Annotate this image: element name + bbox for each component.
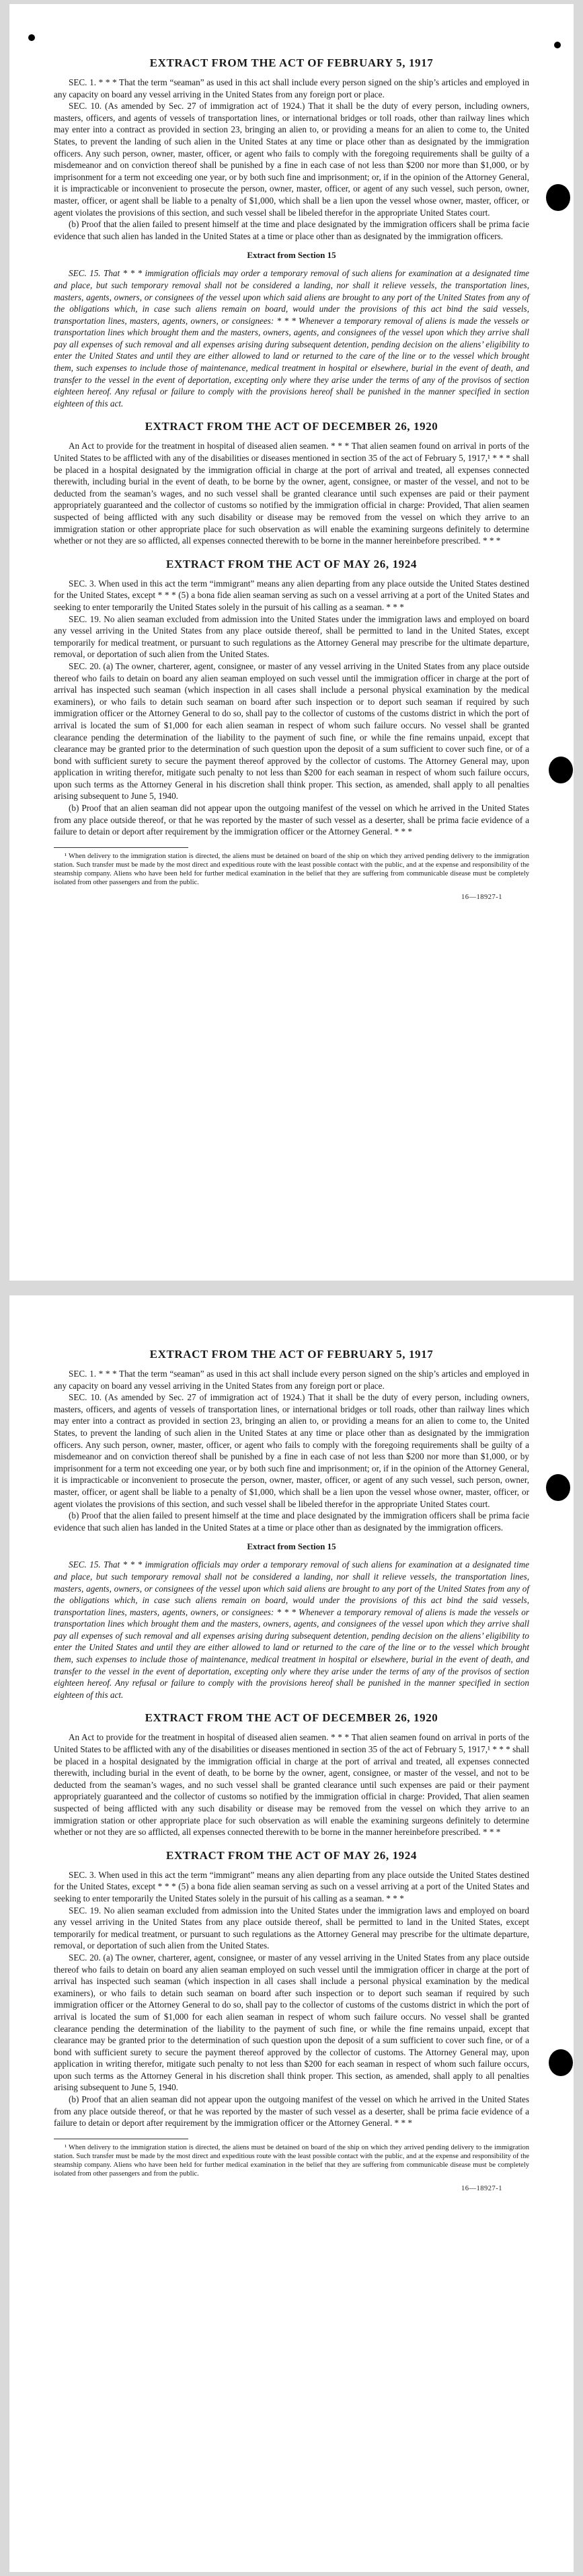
paragraph-sec15: SEC. 15. That * * * immigration officials may order a temporary removal of such aliens for examination at a designated time and place, but such temporary removal shall not be considered a landing, nor shall it relieve vessels, the transportation lines, masters, agents, owners, or consignees of the vessel upon which said aliens are brought to any port of the United States from any of the obligations which, in case such aliens remain on board, would under the provisions of this act bind the said vessels, transportation lines, masters, agents, owners, or consignees: * * * Whenever a temporary removal of aliens is made the vessels or transportation lines which brought them and the masters, owners, agents, and consignees of the vessel upon which they arrive shall pay all expenses of such removal and all expenses arising during subsequent detention, pending decision on the aliens’ eligibility to enter the United States and until they are either allowed to land or returned to the care of the line or to the vessel which brought them, such expenses to include those of maintenance, medical treatment in hospital or elsewhere, burial in the event of death, and transfer to the vessel in the event of deportation, excepting only where they arise under the terms of any of the provisos of section eighteen hereof. Any refusal or failure to comply with the provisions hereof shall be punished in the manner specified in section eighteen of this act. <box>54 1559 529 1700</box>
paragraph-sec15: SEC. 15. That * * * immigration officials may order a temporary removal of such aliens for examination at a designated time and place, but such temporary removal shall not be considered a landing, nor shall it relieve vessels, the transportation lines, masters, agents, owners, or consignees of the vessel upon which said aliens are brought to any port of the United States from any of the obligations which, in case such aliens remain on board, would under the provisions of this act bind the said vessels, transportation lines, masters, agents, owners, or consignees: * * * Whenever a temporary removal of aliens is made the vessels or transportation lines which brought them and the masters, owners, agents, and consignees of the vessel upon which they arrive shall pay all expenses of such removal and all expenses arising during subsequent detention, pending decision on the aliens’ eligibility to enter the United States and until they are either allowed to land or returned to the care of the line or to the vessel which brought them, such expenses to include those of maintenance, medical treatment in hospital or elsewhere, burial in the event of death, and transfer to the vessel in the event of deportation, excepting only where they arise under the terms of any of the provisos of section eighteen hereof. Any refusal or failure to comply with the provisions hereof shall be punished in the manner specified in section eighteen of this act. <box>54 268 529 409</box>
section-title-1917: EXTRACT FROM THE ACT OF FEBRUARY 5, 1917 <box>149 1348 434 1361</box>
section-title-1924: EXTRACT FROM THE ACT OF MAY 26, 1924 <box>166 1848 417 1862</box>
section-title-1924: EXTRACT FROM THE ACT OF MAY 26, 1924 <box>166 557 417 570</box>
section-title-1917: EXTRACT FROM THE ACT OF FEBRUARY 5, 1917 <box>149 56 434 69</box>
paragraph-sec1: SEC. 1. * * * That the term “seaman” as used in this act shall include every person signed on the ship’s articles and employed in any capacity on board any vessel arriving in the United States from any foreign port or place. <box>54 77 529 99</box>
paragraph-sec10b: (b) Proof that the alien failed to present himself at the time and place designated by the immigration officers shall be prima facie evidence that such alien has landed in the United States at a time or place other than as designated by the immigration officers. <box>54 219 529 241</box>
paragraph-1924-sec20: SEC. 20. (a) The owner, charterer, agent, consignee, or master of any vessel arriving in the United States from any place outside thereof who fails to detain on board any alien seaman employed on such vessel until the immigration officer in charge at the port of arrival has inspected such seaman (which inspection in all cases shall include a personal physical examination by the medical examiners), or who fails to detain such seaman on board after such inspection or to deport such seaman if required by such immigration officer or the Attorney General to do so, shall pay to the collector of customs of the customs district in which the port of arrival is located the sum of $1,000 for each alien seaman in respect of whom such failure occurs. No vessel shall be granted clearance pending the determination of the liability to the payment of such fine, or while the fine remains unpaid, except that clearance may be granted prior to the determination of such question upon the deposit of a sum sufficient to cover such fine, or of a bond with sufficient surety to secure the payment thereof approved by the collector of customs. The Attorney General may, upon application in writing therefor, mitigate such penalty to not less than $200 for each seaman in respect of whom such failure occurs, upon such terms as the Attorney General in his discretion shall think proper. This section, as amended, shall apply to all penalties arising subsequent to June 5, 1940. <box>54 660 529 802</box>
paragraph-1924-sec19: SEC. 19. No alien seaman excluded from admission into the United States under the immigration laws and employed on board any vessel arriving in the United States from any place outside thereof, shall be permitted to land in the United States, except temporarily for medical treatment, or pursuant to such regulations as the Attorney General may prescribe for the ultimate departure, removal, or deportation of such alien from the United States. <box>54 1905 529 1951</box>
punch-hole <box>28 34 35 41</box>
footnote: ¹ When delivery to the immigration station is directed, the aliens must be detained on board of the ship on which they arrived pending delivery to the immigration station. Such transfer must be made by the most direct and expeditious route with the least possible contact with the public, and at the expense and responsibility of the steamship company. Aliens who have been held for further medical examination in the belief that they are suffering from communicable disease must be completely isolated from other passengers and from the public. <box>54 2143 529 2178</box>
punch-hole <box>549 2049 573 2076</box>
paragraph-1924-sec3: SEC. 3. When used in this act the term “immigrant” means any alien departing from any place outside the United States destined for the United States, except * * * (5) a bona fide alien seaman serving as such on a vessel arriving at a port of the United States and seeking to enter temporarily the United States solely in the pursuit of his calling as a seaman. * * * <box>54 1869 529 1903</box>
section-title-1920: EXTRACT FROM THE ACT OF DECEMBER 26, 1920 <box>145 1711 438 1725</box>
section-title-1920: EXTRACT FROM THE ACT OF DECEMBER 26, 1920 <box>145 420 438 433</box>
paragraph-1920: An Act to provide for the treatment in hospital of diseased alien seamen. * * * That alien seamen found on arrival in ports of the United States to be afflicted with any of the disabilities or diseases mentioned in section 35 of the act of February 5, 1917,¹ * * * shall be placed in a hospital designated by the immigration official in charge at the port of arrival and treated, all expenses connected therewith, including burial in the event of death, to be borne by the owner, agent, consignee, or master of the vessel, and not to be deducted from the seaman’s wages, and no such vessel shall be granted clearance until such expenses are paid or their payment appropriately guaranteed and the collector of customs so notified by the immigration official in charge: Provided, That alien seamen suspected of being afflicted with any such disability or disease may be removed from the vessel on which they arrive to an immigration station or other appropriate place for such observation as will enable the examining surgeons definitely to determine whether or not they are so afflicted, all expenses connected therewith to be borne in the manner hereinbefore prescribed. * * * <box>54 1732 529 1838</box>
paragraph-1924-sec20: SEC. 20. (a) The owner, charterer, agent, consignee, or master of any vessel arriving in the United States from any place outside thereof who fails to detain on board any alien seaman employed on such vessel until the immigration officer in charge at the port of arrival has inspected such seaman (which inspection in all cases shall include a personal physical examination by the medical examiners), or who fails to detain such seaman on board after such inspection or to deport such seaman if required by such immigration officer or the Attorney General to do so, shall pay to the collector of customs of the customs district in which the port of arrival is located the sum of $1,000 for each alien seaman in respect of whom such failure occurs. No vessel shall be granted clearance pending the determination of the liability to the payment of such fine, or while the fine remains unpaid, except that clearance may be granted prior to the determination of such question upon the deposit of a sum sufficient to cover such fine, or of a bond with sufficient surety to secure the payment thereof approved by the collector of customs. The Attorney General may, upon application in writing therefor, mitigate such penalty to not less than $200 for each seaman in respect of whom such failure occurs, upon such terms as the Attorney General in his discretion shall think proper. This section, as amended, shall apply to all penalties arising subsequent to June 5, 1940. <box>54 1952 529 2093</box>
paragraph-1924-sec3: SEC. 3. When used in this act the term “immigrant” means any alien departing from any place outside the United States destined for the United States, except * * * (5) a bona fide alien seaman serving as such on a vessel arriving at a port of the United States and seeking to enter temporarily the United States solely in the pursuit of his calling as a seaman. * * * <box>54 578 529 612</box>
paragraph-sec10: SEC. 10. (As amended by Sec. 27 of immigration act of 1924.) That it shall be the duty of every person, including owners, masters, officers, and agents of vessels of transportation lines, or international bridges or toll roads, other than railway lines which may enter into a contract as provided in section 23, bringing an alien to, or providing a means for an alien to come to, the United States, to prevent the landing of such alien in the United States at any time or place other than as designated by the immigration officers. Any such person, owner, master, officer, or agent who fails to comply with the foregoing requirements shall be guilty of a misdemeanor and on conviction thereof shall be punished by a fine in each case of not less than $200 nor more than $1,000, or by imprisonment for a term not exceeding one year, or by both such fine and imprisonment; or, if in the opinion of the Attorney General, it is impracticable or inconvenient to prosecute the person, owner, master, officer, or agent of any such vessel, such person, owner, master, officer, or agent shall be liable to a penalty of $1,000, which shall be a lien upon the vessel whose owner, master, officer, or agent violates the provisions of this section, and such vessel shall be libeled therefor in the appropriate United States court. <box>54 1392 529 1509</box>
footnote-divider <box>54 847 188 848</box>
document-page-1 <box>9 4 574 1281</box>
paragraph-1924-sec20b: (b) Proof that an alien seaman did not appear upon the outgoing manifest of the vessel on which he arrived in the United States from any place outside thereof, or that he was reported by the master of such vessel as a deserter, shall be prima facie evidence of a failure to detain or deport after requirement by the immigration officer or the Attorney General. * * * <box>54 803 529 837</box>
document-page-2 <box>9 1295 574 2572</box>
page-code: 16—18927-1 <box>461 2184 502 2192</box>
subheading-extract-section-15: Extract from Section 15 <box>247 250 336 261</box>
paragraph-1920: An Act to provide for the treatment in hospital of diseased alien seamen. * * * That alien seamen found on arrival in ports of the United States to be afflicted with any of the disabilities or diseases mentioned in section 35 of the act of February 5, 1917,¹ * * * shall be placed in a hospital designated by the immigration official in charge at the port of arrival and treated, all expenses connected therewith, including burial in the event of death, to be borne by the owner, agent, consignee, or master of the vessel, and not to be deducted from the seaman’s wages, and no such vessel shall be granted clearance until such expenses are paid or their payment appropriately guaranteed and the collector of customs so notified by the immigration official in charge: Provided, That alien seamen suspected of being afflicted with any such disability or disease may be removed from the vessel on which they arrive to an immigration station or other appropriate place for such observation as will enable the examining surgeons definitely to determine whether or not they are so afflicted, all expenses connected therewith to be borne in the manner hereinbefore prescribed. * * * <box>54 441 529 546</box>
paragraph-sec1: SEC. 1. * * * That the term “seaman” as used in this act shall include every person signed on the ship’s articles and employed in any capacity on board any vessel arriving in the United States from any foreign port or place. <box>54 1369 529 1391</box>
paragraph-sec10: SEC. 10. (As amended by Sec. 27 of immigration act of 1924.) That it shall be the duty of every person, including owners, masters, officers, and agents of vessels of transportation lines, or international bridges or toll roads, other than railway lines which may enter into a contract as provided in section 23, bringing an alien to, or providing a means for an alien to come to, the United States, to prevent the landing of such alien in the United States at any time or place other than as designated by the immigration officers. Any such person, owner, master, officer, or agent who fails to comply with the foregoing requirements shall be guilty of a misdemeanor and on conviction thereof shall be punished by a fine in each case of not less than $200 nor more than $1,000, or by imprisonment for a term not exceeding one year, or by both such fine and imprisonment; or, if in the opinion of the Attorney General, it is impracticable or inconvenient to prosecute the person, owner, master, officer, or agent of any such vessel, such person, owner, master, officer, or agent shall be liable to a penalty of $1,000, which shall be a lien upon the vessel whose owner, master, officer, or agent violates the provisions of this section, and such vessel shall be libeled therefor in the appropriate United States court. <box>54 101 529 218</box>
paragraph-1924-sec19: SEC. 19. No alien seaman excluded from admission into the United States under the immigration laws and employed on board any vessel arriving in the United States from any place outside thereof, shall be permitted to land in the United States, except temporarily for medical treatment, or pursuant to such regulations as the Attorney General may prescribe for the ultimate departure, removal, or deportation of such alien from the United States. <box>54 613 529 660</box>
subheading-extract-section-15: Extract from Section 15 <box>247 1541 336 1552</box>
paragraph-1924-sec20b: (b) Proof that an alien seaman did not appear upon the outgoing manifest of the vessel on which he arrived in the United States from any place outside thereof, or that he was reported by the master of such vessel as a deserter, shall be prima facie evidence of a failure to detain or deport after requirement by the immigration officer or the Attorney General. * * * <box>54 2094 529 2129</box>
page-code: 16—18927-1 <box>461 893 502 901</box>
punch-hole <box>549 757 573 783</box>
punch-hole <box>554 42 561 48</box>
paragraph-sec10b: (b) Proof that the alien failed to present himself at the time and place designated by the immigration officers shall be prima facie evidence that such alien has landed in the United States at a time or place other than as designated by the immigration officers. <box>54 1510 529 1533</box>
punch-hole <box>546 184 570 211</box>
punch-hole <box>546 1474 570 1501</box>
footnote: ¹ When delivery to the immigration station is directed, the aliens must be detained on board of the ship on which they arrived pending delivery to the immigration station. Such transfer must be made by the most direct and expeditious route with the least possible contact with the public, and at the expense and responsibility of the steamship company. Aliens who have been held for further medical examination in the belief that they are suffering from communicable disease must be completely isolated from other passengers and from the public. <box>54 852 529 886</box>
